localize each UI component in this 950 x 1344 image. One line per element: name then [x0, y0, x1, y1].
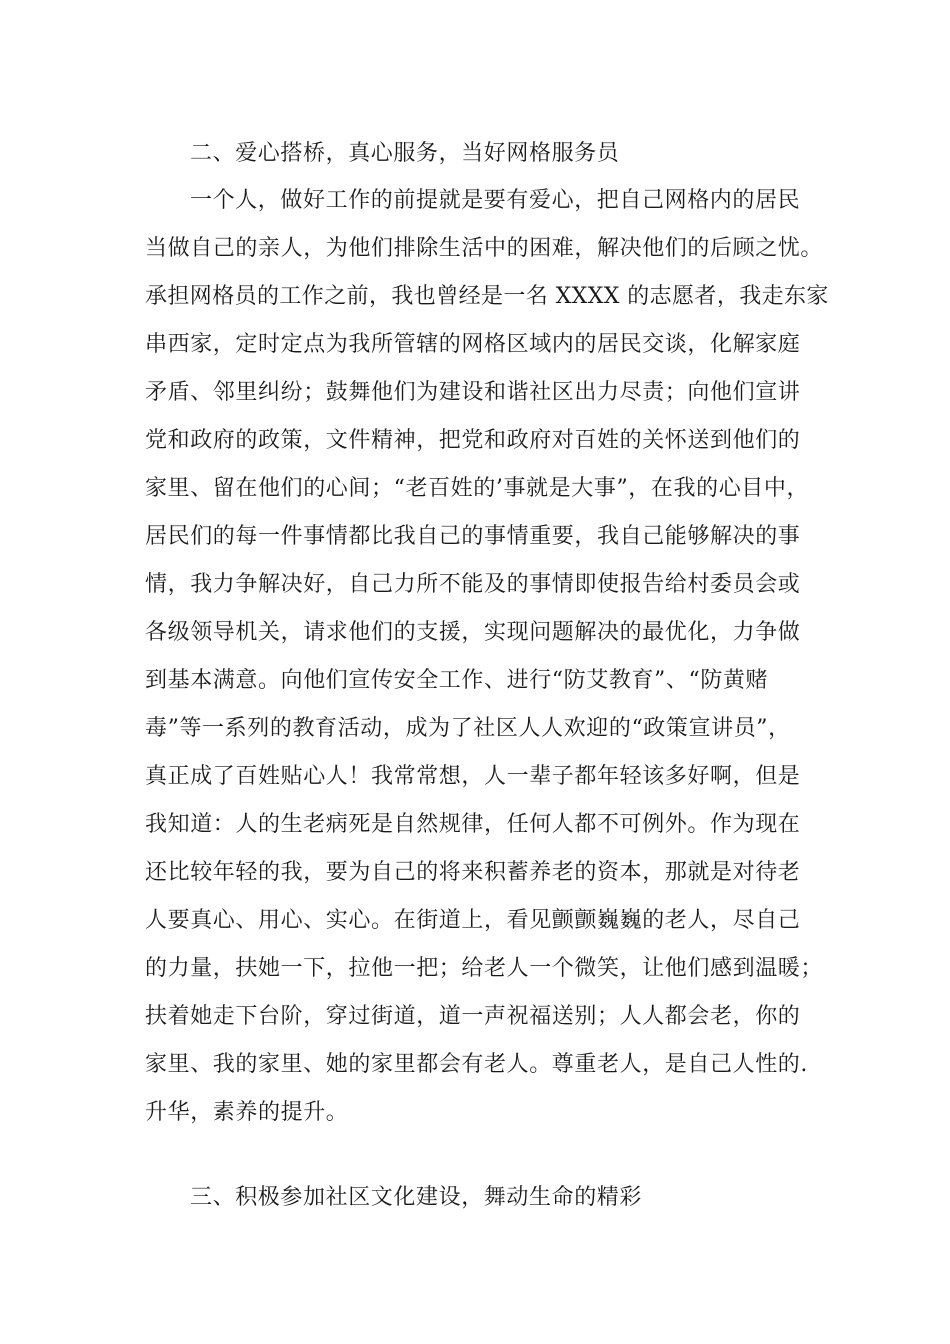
paragraph-line: 矛盾、邻里纠纷；鼓舞他们为建设和谐社区出力尽责；向他们宣讲 [145, 380, 801, 405]
paragraph-line: 还比较年轻的我，要为自己的将来积蓄养老的资本，那就是对待老 [145, 860, 801, 885]
paragraph-line: 各级领导机关，请求他们的支援，实现问题解决的最优化，力争做 [145, 620, 801, 645]
paragraph-line: 我知道：人的生老病死是自然规律，任何人都不可例外。作为现在 [145, 812, 801, 837]
paragraph-line: 扶着她走下台阶，穿过街道，道一声祝福送别；人人都会老，你的 [145, 1004, 801, 1029]
paragraph-line: 一个人，做好工作的前提就是要有爱心，把自己网格内的居民 [190, 188, 801, 213]
section-heading: 三、积极参加社区文化建设，舞动生命的精彩 [190, 1185, 643, 1210]
paragraph-line: 家里、留在他们的心间；“老百姓的’事就是大事”，在我的心目中， [145, 476, 810, 501]
paragraph-line: 当做自己的亲人，为他们排除生活中的困难，解决他们的后顾之忧。 [145, 236, 824, 261]
paragraph-line: 情，我力争解决好，自己力所不能及的事情即使报告给村委员会或 [145, 572, 801, 597]
paragraph-line: 升华，素养的提升。 [145, 1100, 349, 1125]
paragraph-line: 真正成了百姓贴心人！我常常想，人一辈子都年轻该多好啊，但是 [145, 764, 801, 789]
paragraph-line: 到基本满意。向他们宣传安全工作、进行“防艾教育”、“防黄赌 [145, 668, 769, 693]
paragraph-line: 居民们的每一件事情都比我自己的事情重要，我自己能够解决的事 [145, 524, 801, 549]
paragraph-line: 人要真心、用心、实心。在街道上，看见颤颤巍巍的老人，尽自己 [145, 908, 801, 933]
paragraph-line: 家里、我的家里、她的家里都会有老人。尊重老人，是自己人性的. [145, 1052, 808, 1077]
paragraph-line: 的力量，扶她一下，拉他一把；给老人一个微笑，让他们感到温暖； [145, 956, 824, 981]
paragraph-line: 串西家，定时定点为我所管辖的网格区域内的居民交谈，化解家庭 [145, 332, 801, 357]
section-heading: 二、爱心搭桥，真心服务，当好网格服务员 [190, 141, 620, 166]
paragraph-line: 承担网格员的工作之前，我也曾经是一名 XXXX 的志愿者，我走东家 [145, 284, 829, 309]
paragraph-line: 毒”等一系列的教育活动，成为了社区人人欢迎的“政策宣讲员”， [145, 716, 791, 741]
paragraph-line: 党和政府的政策，文件精神，把党和政府对百姓的关怀送到他们的 [145, 428, 801, 453]
